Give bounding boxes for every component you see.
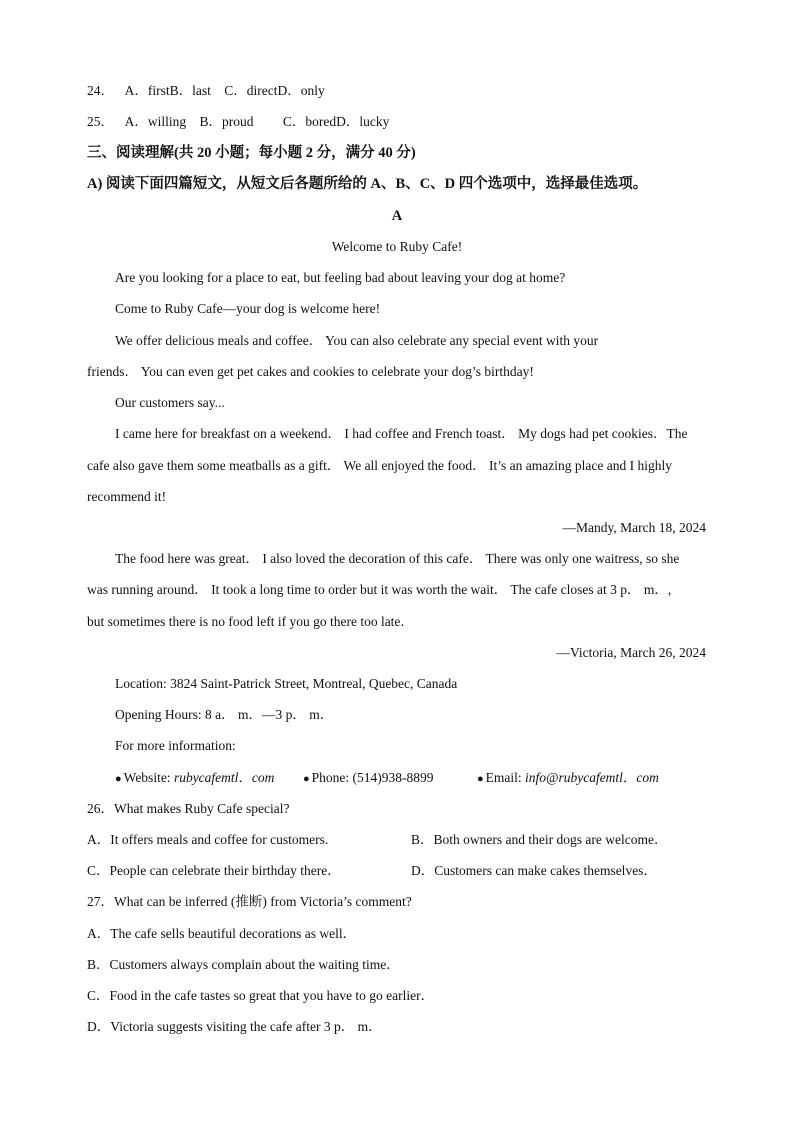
email-item <box>477 769 659 788</box>
passage-paragraph-1: Are you looking for a place to eat, but feeling bad about leaving your dog at home? <box>115 270 566 285</box>
review-2-line-2: was running around． It took a long time to order but it was worth the wait． The cafe closes at 3 p． m．, <box>87 582 672 597</box>
question-27-option-b: B．Customers always complain about the waiting time． <box>87 957 400 972</box>
option-b: B．proud <box>199 114 254 129</box>
part-a-instruction: A) 阅读下面四篇短文，从短文后各题所给的 A、B、C、D 四个选项中，选择最佳选项。 <box>87 176 648 192</box>
phone-value: (514)938-8899 <box>352 770 434 785</box>
review-2-signature: —Victoria, March 26, 2024 <box>556 645 706 660</box>
passage-label: A <box>391 208 403 224</box>
phone-item <box>303 769 434 788</box>
option-a: A．willing <box>124 114 187 129</box>
bullet-icon: ● <box>303 773 310 785</box>
phone-label: Phone: <box>311 770 350 785</box>
review-2-line-3: but sometimes there is no food left if you go there too late． <box>87 614 414 629</box>
option-a: A．first <box>124 83 170 98</box>
option-c: C．direct <box>224 83 278 98</box>
passage-paragraph-3-line-2: friends． You can even get pet cakes and cookies to celebrate your dog’s birthday! <box>87 364 534 379</box>
website-item <box>115 769 274 788</box>
question-26-option-c: C．People can celebrate their birthday there． <box>87 863 341 878</box>
question-26-stem: 26．What makes Ruby Cafe special? <box>87 801 290 816</box>
passage-paragraph-3-line-1: We offer delicious meals and coffee． You can also celebrate any special event with your <box>115 333 599 348</box>
option-c: C．bored <box>282 114 337 129</box>
section-heading: 三、阅读理解(共 20 小题；每小题 2 分，满分 40 分) <box>87 145 416 161</box>
website-link[interactable]: rubycafemtl．com <box>173 770 275 785</box>
option-d: D．lucky <box>336 114 390 129</box>
review-1-line-3: recommend it! <box>87 489 167 504</box>
question-26-option-a: A．It offers meals and coffee for customers. <box>87 832 329 847</box>
review-2-line-1: The food here was great． I also loved the decoration of this cafe． There was only one waitress, so she <box>115 551 680 566</box>
question-number: 25． <box>87 114 114 129</box>
email-link[interactable]: info@rubycafemtl．com <box>525 770 659 785</box>
passage-paragraph-4: Our customers say... <box>115 395 225 410</box>
question-number: 24． <box>87 83 114 98</box>
review-1-signature: —Mandy, March 18, 2024 <box>562 520 706 535</box>
option-b: B．last <box>169 83 211 98</box>
option-d: D．only <box>277 83 325 98</box>
bullet-icon: ● <box>115 773 122 785</box>
bullet-icon: ● <box>477 773 484 785</box>
question-25 <box>87 113 389 131</box>
question-27-option-d: D．Victoria suggests visiting the cafe after 3 p． m． <box>87 1019 382 1034</box>
opening-hours: Opening Hours: 8 a． m．—3 p． m． <box>115 707 334 722</box>
passage-title: Welcome to Ruby Cafe! <box>331 239 463 254</box>
question-24 <box>87 82 325 100</box>
more-info-label: For more information: <box>115 738 236 753</box>
website-label: Website: <box>123 770 171 785</box>
question-27-option-c: C．Food in the cafe tastes so great that you have to go earlier． <box>87 988 435 1003</box>
email-label: Email: <box>485 770 522 785</box>
review-1-line-2: cafe also gave them some meatballs as a gift． We all enjoyed the food． It’s an amazing place and I highly <box>87 458 672 473</box>
passage-paragraph-2: Come to Ruby Cafe—your dog is welcome here! <box>115 301 381 316</box>
question-26-option-b: B．Both owners and their dogs are welcome． <box>411 832 668 847</box>
question-27-stem: 27．What can be inferred (推断) from Victoria’s comment? <box>87 894 412 909</box>
location: Location: 3824 Saint-Patrick Street, Montreal, Quebec, Canada <box>115 676 458 691</box>
question-26-option-d: D．Customers can make cakes themselves． <box>411 863 657 878</box>
review-1-line-1: I came here for breakfast on a weekend． I had coffee and French toast． My dogs had pet cookies．The <box>115 426 688 441</box>
question-27-option-a: A．The cafe sells beautiful decorations as well． <box>87 926 357 941</box>
